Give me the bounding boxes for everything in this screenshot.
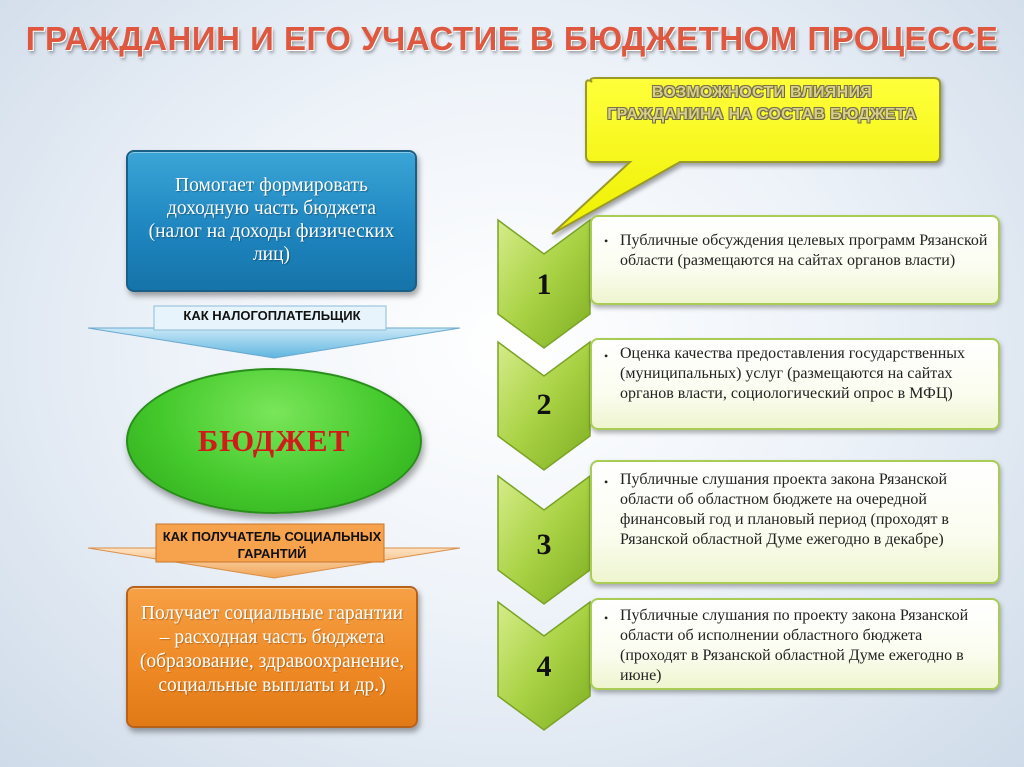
- step-1-box: [590, 215, 1000, 305]
- step-3-text: Публичные слушания проекта закона Рязанской области об областном бюджете на очередной финансовый год и плановый период (проходят в Рязанской областной Думе ежегодно в декабре): [620, 471, 949, 548]
- step-2-number: 2: [536, 388, 552, 421]
- step-4-text: Публичные слушания по проекту закона Рязанской области об исполнении областного бюджета (проходят в Рязанской областной Думе ежегодно в июне): [620, 607, 969, 684]
- step-1-text: Публичные обсуждения целевых программ Рязанской области (размещаются на сайтах органов власти): [620, 232, 988, 269]
- step-3-number: 3: [536, 528, 552, 561]
- bullet: •: [604, 349, 609, 363]
- step-2-text: Оценка качества предоставления государственных (муниципальных) услуг (размещаются на сайтах органов власти, социологический опрос в МФЦ): [620, 345, 966, 402]
- step-4-number: 4: [536, 650, 552, 683]
- callout-text: ВОЗМОЖНОСТИ ВЛИЯНИЯ ГРАЖДАНИНА НА СОСТАВ БЮДЖЕТА: [607, 84, 917, 123]
- step-2-box: [590, 338, 1000, 430]
- bullet: •: [604, 611, 609, 625]
- step-1-number: 1: [536, 268, 552, 301]
- step-3-box: [590, 460, 1000, 584]
- budget-ellipse: [126, 368, 422, 514]
- bullet: •: [604, 234, 609, 248]
- taxpayer-label: КАК НАЛОГОПЛАТЕЛЬЩИК: [183, 308, 361, 323]
- expense-box: [126, 586, 418, 728]
- recipient-label: КАК ПОЛУЧАТЕЛЬ СОЦИАЛЬНЫХ ГАРАНТИЙ: [162, 529, 382, 561]
- expense-box-text: Получает социальные гарантии – расходная часть бюджета (образование, здравоохранение, социальные выплаты и др.): [139, 603, 405, 696]
- income-box: [126, 150, 417, 292]
- step-4-box: [590, 598, 1000, 690]
- page-title: ГРАЖДАНИН И ЕГО УЧАСТИЕ В БЮДЖЕТНОМ ПРОЦЕССЕ: [25, 20, 999, 57]
- budget-label: БЮДЖЕТ: [197, 423, 351, 458]
- bullet: •: [604, 475, 609, 489]
- income-box-text: Помогает формировать доходную часть бюджета (налог на доходы физических лиц): [148, 175, 395, 265]
